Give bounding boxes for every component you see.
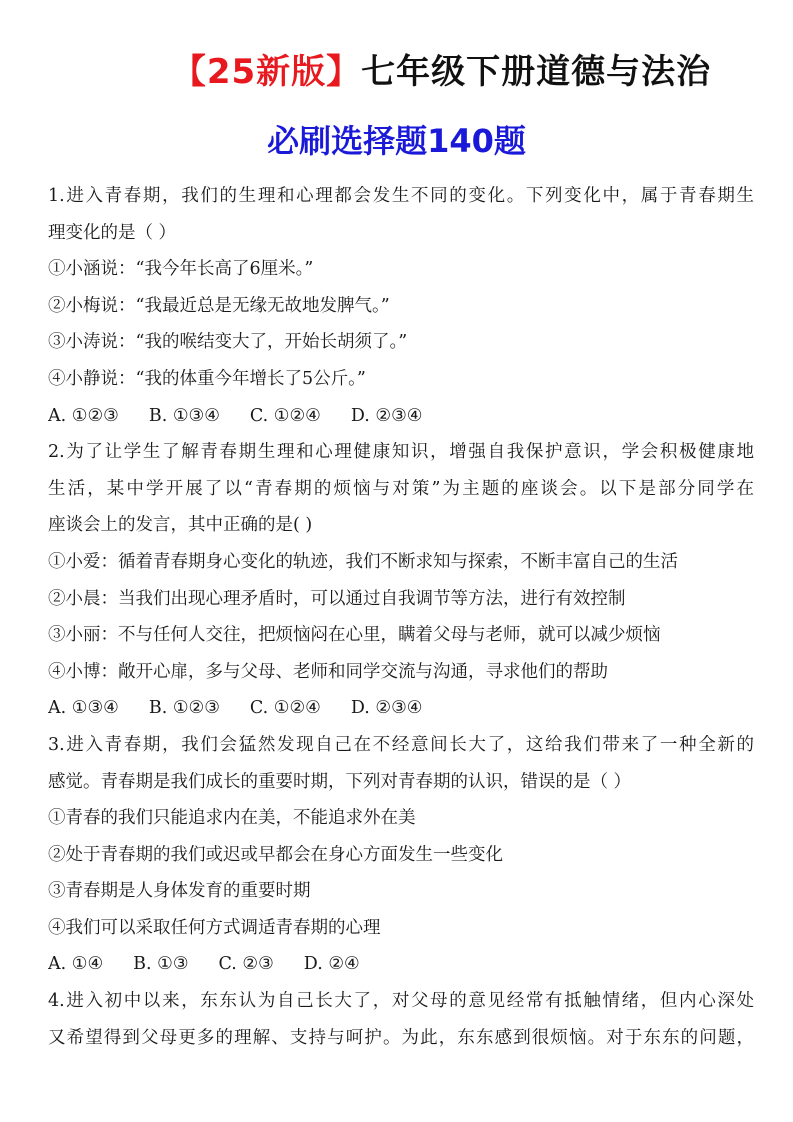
- question-stem-line: 理变化的是（ ）: [48, 222, 177, 243]
- question-list: [48, 178, 754, 1056]
- option-c: C. ①②④: [249, 405, 321, 426]
- question-stem-line: 4.进入初中以来，东东认为自己长大了，对父母的意见经常有抵触情绪，但内心深处: [48, 991, 754, 1012]
- option-b: B. ①③④: [148, 405, 220, 426]
- statement: ④小博：敞开心扉，多与父母、老师和同学交流与沟通，寻求他们的帮助: [48, 661, 608, 682]
- option-a: A. ①②③: [48, 405, 119, 426]
- question-stem-line: 2.为了让学生了解青春期生理和心理健康知识，增强自我保护意识，学会积极健康地: [48, 442, 754, 463]
- answer-options: [48, 690, 754, 727]
- option-d: D. ②③④: [350, 405, 423, 426]
- statement: ②处于青春期的我们或迟或早都会在身心方面发生一些变化: [48, 844, 503, 865]
- page-title: [0, 44, 793, 93]
- option-c: C. ①②④: [249, 698, 321, 719]
- statement: ④小静说：“我的体重今年增长了5公斤。”: [48, 368, 366, 389]
- statement: ①青春的我们只能追求内在美，不能追求外在美: [48, 808, 416, 829]
- answer-options: [48, 946, 754, 983]
- option-a: A. ①③④: [48, 698, 119, 719]
- question-3: [48, 727, 754, 983]
- question-2: [48, 434, 754, 727]
- statement: ②小晨：当我们出现心理矛盾时，可以通过自我调节等方法，进行有效控制: [48, 588, 626, 609]
- statement: ①小爱：循着青春期身心变化的轨迹，我们不断求知与探索，不断丰富自己的生活: [48, 551, 678, 572]
- option-b: B. ①③: [133, 954, 189, 975]
- option-a: A. ①④: [48, 954, 104, 975]
- question-stem-line: 3.进入青春期，我们会猛然发现自己在不经意间长大了，这给我们带来了一种全新的: [48, 734, 754, 755]
- answer-options: [48, 398, 754, 435]
- statement: ④我们可以采取任何方式调适青春期的心理: [48, 917, 381, 938]
- statement: ③青春期是人身体发育的重要时期: [48, 881, 311, 902]
- page-subtitle: 必刷选择题140题: [267, 122, 526, 160]
- title-edition-tag: 【25新版】: [171, 52, 362, 92]
- option-d: D. ②③④: [350, 698, 423, 719]
- title-main: 七年级下册道德与法治: [361, 52, 712, 92]
- question-stem-line: 感觉。青春期是我们成长的重要时期，下列对青春期的认识，错误的是（ ）: [48, 771, 632, 792]
- question-stem-line: 座谈会上的发言，其中正确的是( ): [48, 515, 313, 536]
- statement: ①小涵说：“我今年长高了6厘米。”: [48, 259, 314, 280]
- question-stem-line: 1.进入青春期，我们的生理和心理都会发生不同的变化。下列变化中，属于青春期生: [48, 186, 754, 206]
- statement: ③小涛说：“我的喉结变大了，开始长胡须了。”: [48, 332, 408, 353]
- statement: ③小丽：不与任何人交往，把烦恼闷在心里，瞒着父母与老师，就可以减少烦恼: [48, 625, 661, 646]
- option-c: C. ②③: [218, 954, 274, 975]
- question-4: [48, 983, 754, 1056]
- option-b: B. ①②③: [148, 698, 220, 719]
- statement: ②小梅说：“我最近总是无缘无故地发脾气。”: [48, 295, 390, 316]
- question-stem-line: 生活，某中学开展了以“青春期的烦恼与对策”为主题的座谈会。以下是部分同学在: [48, 478, 754, 499]
- question-1: [48, 178, 754, 434]
- option-d: D. ②④: [303, 954, 360, 975]
- question-stem-line: 又希望得到父母更多的理解、支持与呵护。为此，东东感到很烦恼。对于东东的问题，: [48, 1027, 754, 1048]
